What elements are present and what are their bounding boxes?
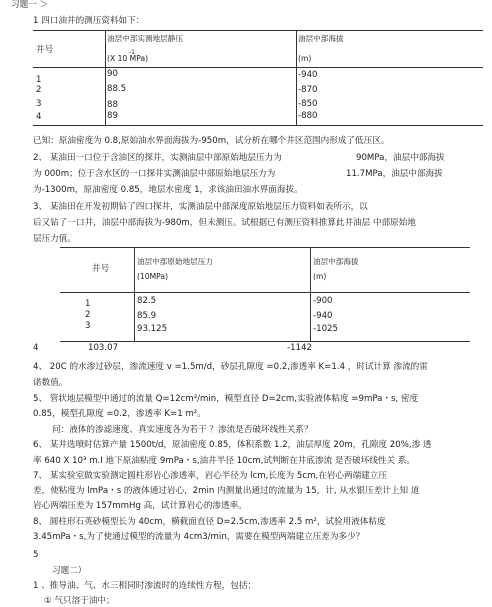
- table1-caption: 1 四口油井的测压资料如下：: [33, 16, 145, 26]
- problem-5-line1: 5、 管状地层模型中通过的流量 Q=12cm³/min，模型直径 D=2cm,实验液体粘度 =9mPa・s, 密度: [33, 394, 419, 404]
- problem-3-line1: 3、 某油田在开发初期钻了四口探井，实测油层中部深度原始地层压力资料如表所示，以: [33, 202, 368, 212]
- problem-5-line2: 0.85，模型孔隙度 =0.2，渗透率 K=1 m²。: [33, 409, 206, 419]
- problem-2-line1b: 90MPa，油层中部海拔: [356, 153, 445, 163]
- table1-header-well: 井号: [36, 45, 54, 55]
- table2-header-border: [60, 292, 470, 293]
- table2-row4-pressure: 103.07: [88, 343, 119, 353]
- table2-row1-well: 1: [85, 299, 91, 309]
- table2-col-divider-2: [310, 247, 311, 342]
- table2-row3-well: 3: [85, 321, 91, 331]
- problem-7-line2: 差，使粘度为 lmPa・s 的液体通过岩心，2min 内测量出通过的流量为 15，计, 从水银压差计上知 道: [33, 486, 420, 496]
- problem-8-line1: 8、 圆柱形石英砂模型长为 40cm，横截面直径 D=2.5cm,渗透率 2.5 m²，试验用液体粘度: [33, 517, 386, 527]
- table2-row1-elevation: -900: [313, 296, 333, 306]
- table1-row4-elevation: -880: [298, 111, 318, 121]
- table2-row2-well: 2: [85, 310, 91, 320]
- table2-row4-elevation: -1142: [287, 343, 312, 353]
- table1-row3-elevation: -850: [298, 99, 318, 109]
- table1-col-divider-2: [296, 30, 297, 125]
- table2-row2-elevation: -940: [313, 311, 333, 321]
- section-2-question-1a: ① 气只溶于油中；: [44, 596, 115, 606]
- problem-4-line1: 4、 20C 的水渗过砂层，渗流速度 v =1.5m/d，砂层孔隙度 =0.2,渗透率 K=1.4 ，时试计算 渗流的雷: [33, 362, 428, 372]
- problem-6-line2: 率 640 X 10³ m.I 地下原油粘度 9mPa・s,油井半径 10cm,试判断在井底渗流 是否破坏线性关 系。: [33, 456, 415, 466]
- table2-top-border: [60, 247, 470, 248]
- problem-3-line2: 后又钻了一口井，油层中部海拔为-980m，但未测压。试根据已有测压资料推算此井油层 中部原始地: [33, 218, 416, 228]
- problem-7-line1: 7、 某实验室做实验测定圆柱形岩心渗透率，岩心半径为 lcm,长度为 5cm,在岩心两端建立压: [33, 471, 387, 481]
- problem-2-line1a: 2、 某油田一口位于含油区的探井，实测油层中部原始地层压力为: [33, 153, 282, 163]
- table1-bottom-border: [33, 125, 483, 126]
- problem-7-line3: 岩心两端压差为 157mmHg 高，试计算岩心的渗透率。: [33, 501, 247, 511]
- table1-row2-well: 2: [36, 85, 42, 95]
- problem-2-line2a: 为 000m；位于含水区的一口探井实测油层中部原始地层压力为: [33, 169, 276, 179]
- table2-col-divider-1: [134, 247, 135, 342]
- table2-header-elevation-unit: (m): [313, 272, 327, 281]
- table1-row1-pressure: 90: [107, 69, 118, 79]
- table2-row1-pressure: 82.5: [137, 296, 157, 306]
- table1-row3-pressure: 88: [107, 100, 118, 110]
- table1-header-elevation-unit: (m): [298, 54, 312, 63]
- problem-5-question: 问：液体的渗滤速度、真实速度各为若干 ？渗流是否破坏线性关系？: [52, 425, 313, 435]
- stray-number: 5: [33, 550, 39, 560]
- table1-header-pressure-unit: (X 10 MPa): [107, 54, 149, 63]
- table1-header-pressure: 油层中部实测地层静压: [107, 34, 183, 43]
- table1-row1-well: 1: [36, 75, 42, 85]
- section-2-title: 习题二）: [52, 566, 87, 576]
- problem-2-line2b: 11.7MPa，油层中部海拔: [346, 169, 443, 179]
- section-2-question-1: 1 、推导油、气、水三相同时渗流时的连续性方程，包括：: [33, 581, 257, 591]
- table2-header-elevation: 油层中部海拔: [313, 257, 359, 266]
- table2-row3-pressure: 93.125: [137, 324, 168, 334]
- table1-col-divider-1: [105, 30, 106, 125]
- table1-top-border: [33, 30, 483, 31]
- table2-bottom-border: [60, 341, 470, 342]
- page-header: 习题一 ＞: [11, 0, 49, 10]
- table2-row3-elevation: -1025: [313, 324, 338, 334]
- problem-6-line1: 6、 某井选喷时估算产量 1500t/d，原油密度 0.85，体积系数 1.2，油层厚度 20m，孔隙度 20%,渗 透: [33, 440, 432, 450]
- problem-8-line2: 3.45mPa・s,为了使通过模型的流量为 4cm3/min，需要在模型两端建立压差为多少？: [33, 532, 365, 542]
- table2-row4-well: 4: [33, 343, 39, 353]
- table1-row4-well: 4: [36, 112, 42, 122]
- table1-row4-pressure: 89: [107, 111, 118, 121]
- table1-header-elevation: 油层中部海拔: [298, 34, 344, 43]
- table1-header-exponent: -1: [129, 49, 135, 56]
- table1-row1-elevation: -940: [298, 70, 318, 80]
- problem-2-line3: 为-1300m，原油密度 0.85，地层水密度 1，求该油田油水界面海拔。: [33, 185, 303, 195]
- table1-row2-elevation: -870: [298, 85, 318, 95]
- table1-row2-pressure: 88.5: [107, 84, 127, 94]
- table2-header-well: 井号: [92, 264, 110, 274]
- problem-3-line3: 层压力值。: [33, 234, 76, 244]
- table1-row3-well: 3: [36, 99, 42, 109]
- table2-header-pressure: 油层中部原始地层压力: [137, 257, 213, 266]
- table1-header-border: [33, 67, 483, 68]
- table2-row2-pressure: 85.9: [137, 311, 157, 321]
- problem-4-line2: 诺数值。: [33, 378, 68, 388]
- paragraph-1: 已知：原油密度为 0.8,原始油水界面海拔为-950m，试分析在哪个井区范围内形成了低压区。: [33, 136, 390, 146]
- table2-header-pressure-unit: (10MPa): [137, 272, 169, 281]
